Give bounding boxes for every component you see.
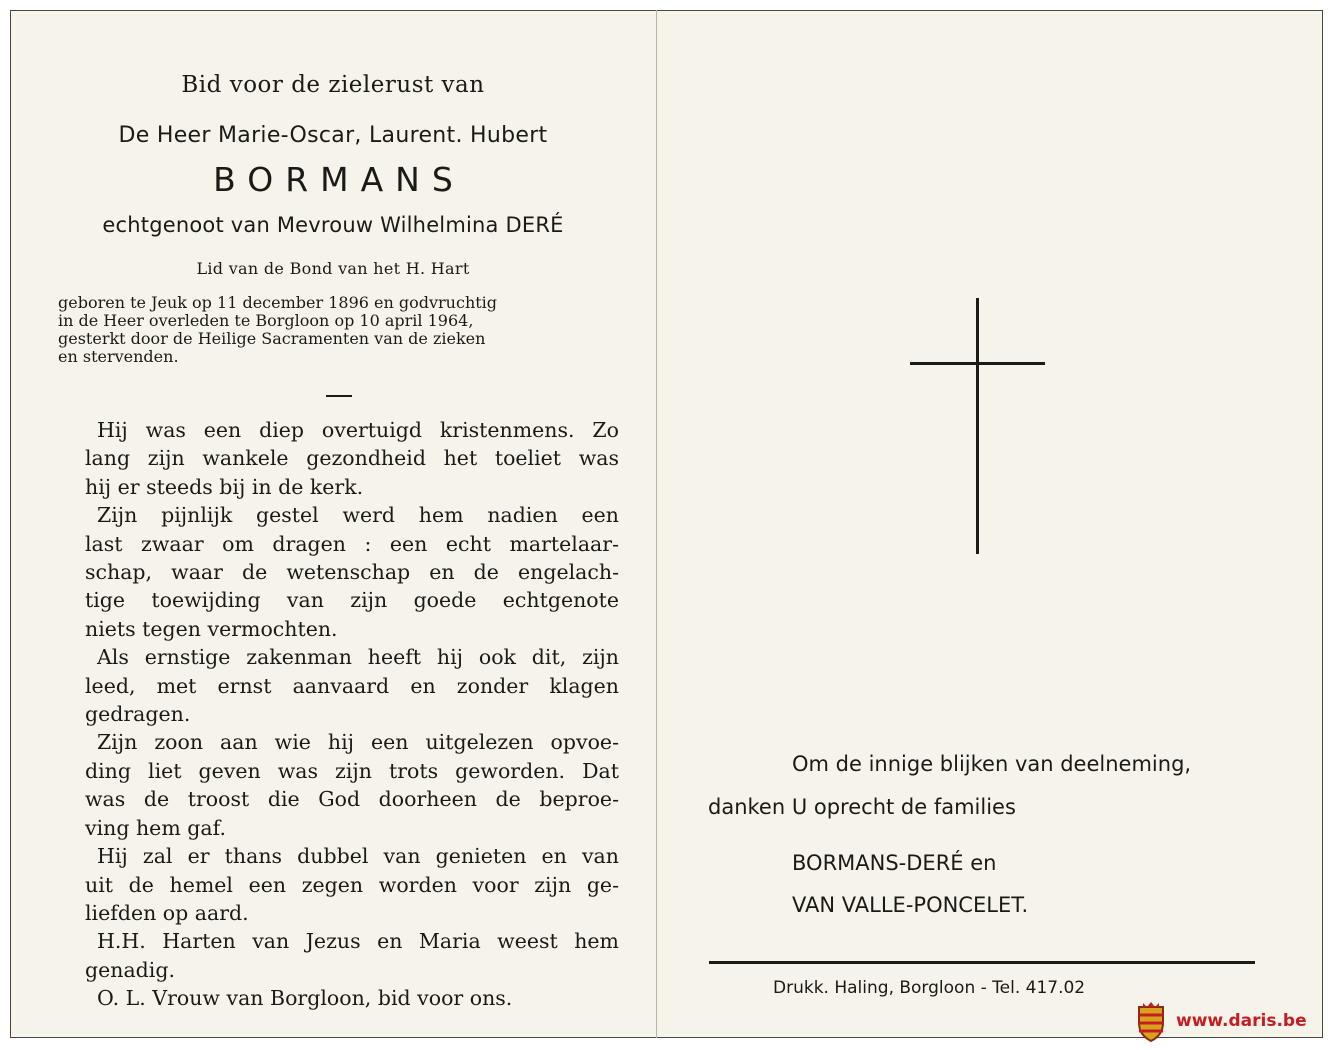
eulogy-line: Hij zal er thans dubbel van genieten en van [97,844,619,869]
eulogy-line: tige toewijding van zijn goede echtgenote [85,588,619,613]
eulogy-line: lang zijn wankele gezondheid het toeliet was [85,446,619,471]
eulogy-line: niets tegen vermochten. [85,616,338,641]
footer-rule [709,961,1255,964]
deceased-full-name: De Heer Marie-Oscar, Laurent. Hubert [118,123,548,148]
eulogy-line: genadig. [85,957,175,982]
bio-paragraph [58,294,618,366]
intro-line: Bid voor de zielerust van [181,72,485,98]
thanks-line-1: Om de innige blijken van deelneming, [792,752,1192,776]
eulogy-line: Als ernstige zakenman heeft hij ook dit, zijn [97,645,619,670]
bio-line: en stervenden. [58,347,179,366]
eulogy-line: uit de hemel een zegen worden voor zijn ge- [85,872,619,897]
left-panel [10,10,656,1038]
eulogy-line: Hij was een diep overtuigd kristenmens. Zo [97,418,619,442]
eulogy-line: Zijn pijnlijk gestel werd hem nadien een [97,503,619,528]
thanks-line-2: danken U oprecht de families [708,795,1016,819]
eulogy-line: gedragen. [85,702,191,727]
eulogy-line: ving hem gaf. [85,815,226,840]
eulogy-line: was de troost die God doorheen de beproe- [85,787,619,812]
membership-line: Lid van de Bond van het H. Hart [196,259,470,278]
deceased-surname: BORMANS [213,160,465,199]
spouse-line: echtgenoot van Mevrouw Wilhelmina DERÉ [102,213,564,237]
eulogy-text [85,416,619,1013]
coat-of-arms-icon [1133,1001,1169,1043]
eulogy-line: H.H. Harten van Jezus en Maria weest hem [97,929,619,954]
eulogy-line: hij er steeds bij in de kerk. [85,474,364,499]
family-name-2: VAN VALLE-PONCELET. [792,893,1029,917]
watermark-text: www.daris.be [1176,1011,1307,1031]
eulogy-line: O. L. Vrouw van Borgloon, bid voor ons. [97,986,513,1011]
family-name-1: BORMANS-DERÉ en [792,851,997,875]
bio-line: gesterkt door de Heilige Sacramenten van de zieken [58,329,486,348]
card-fold-line [656,10,657,1038]
printer-credit: Drukk. Haling, Borgloon - Tel. 417.02 [773,978,1086,998]
eulogy-line: leed, met ernst aanvaard en zonder klagen [85,673,619,698]
bio-line: in de Heer overleden te Borgloon op 10 april 1964, [58,311,474,330]
eulogy-line: last zwaar om dragen : een echt martelaar- [85,531,619,556]
eulogy-line: schap, waar de wetenschap en de engelach- [85,560,619,585]
eulogy-line: ding liet geven was zijn trots geworden. Dat [85,758,619,783]
eulogy-line: Zijn zoon aan wie hij een uitgelezen opvoe- [97,730,619,755]
separator-dash [326,395,352,397]
cross-icon [976,298,979,554]
bio-line: geboren te Jeuk op 11 december 1896 en godvruchtig [58,293,498,312]
cross-icon-bar [910,362,1045,365]
eulogy-line: liefden op aard. [85,900,249,925]
